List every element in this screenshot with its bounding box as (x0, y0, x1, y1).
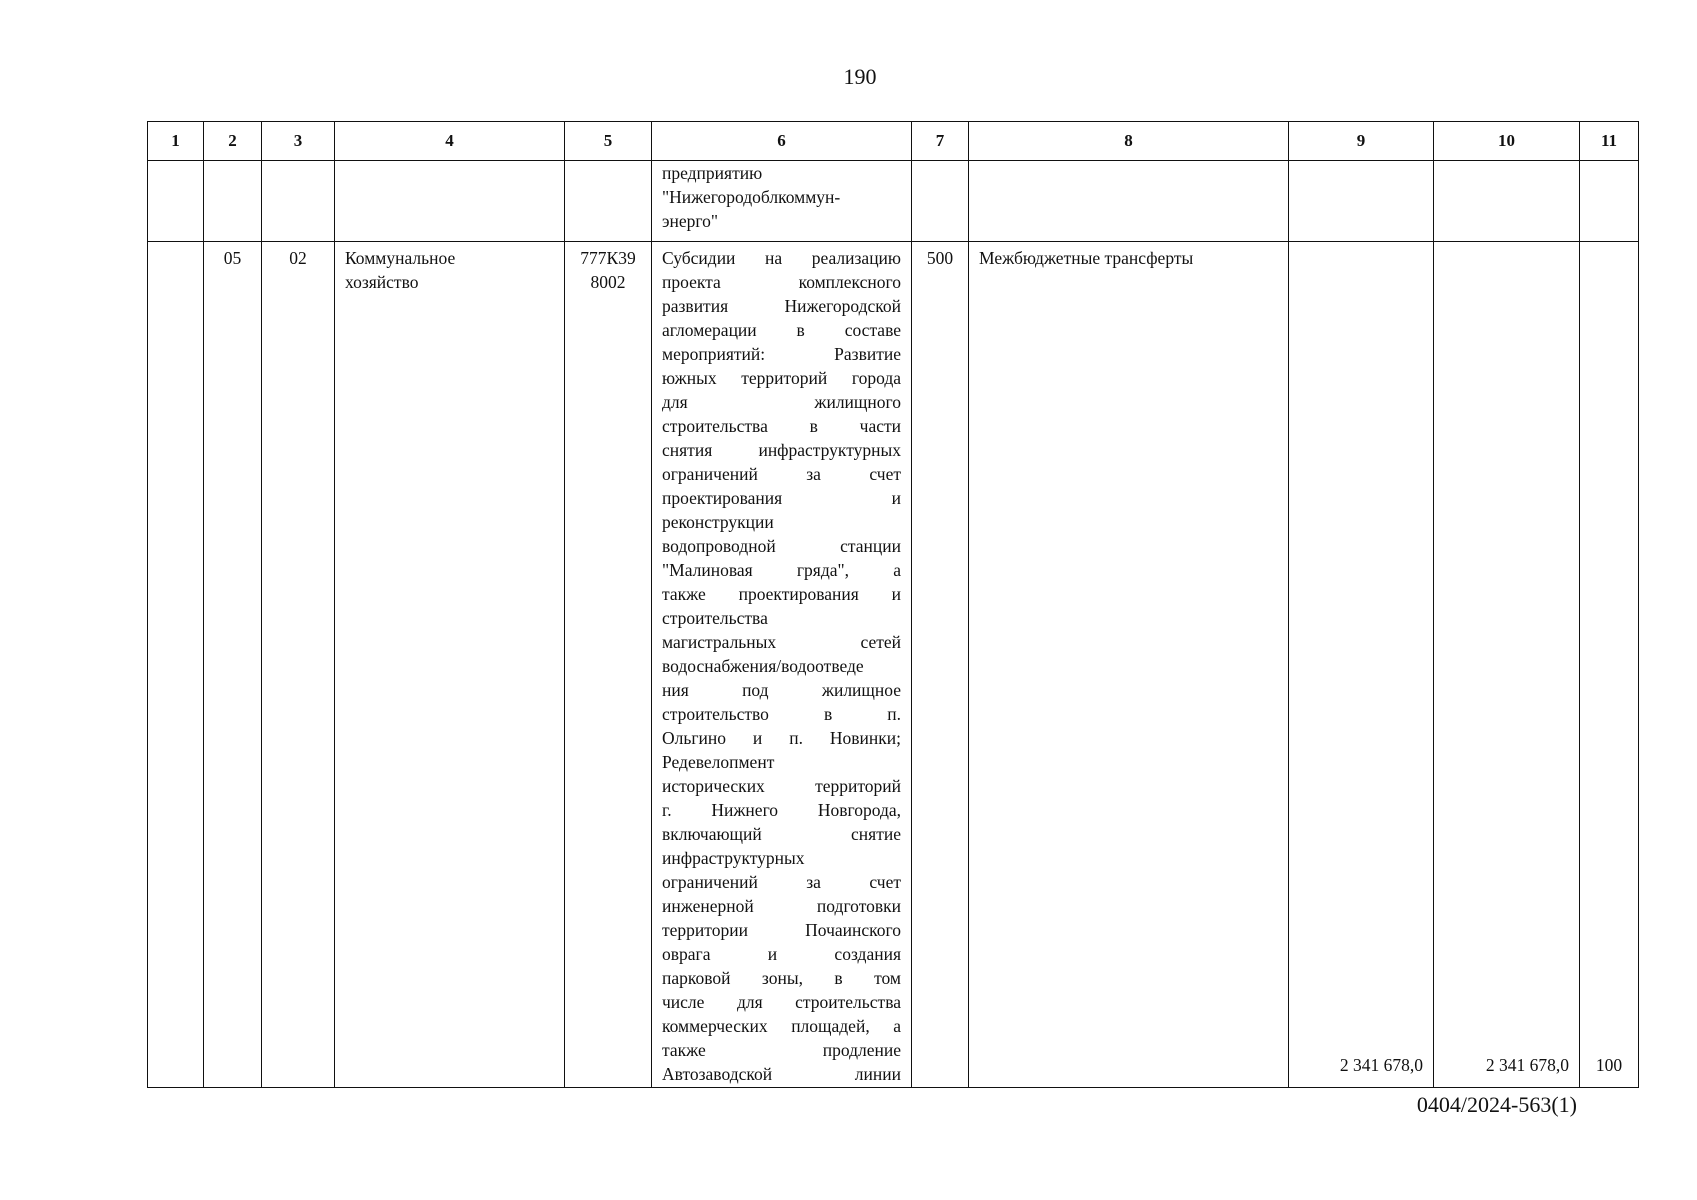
description-line: инженерной подготовки (662, 896, 901, 916)
description-line: ния под жилищное (662, 680, 901, 700)
description-line: также продление (662, 1040, 901, 1060)
header-col-6: 6 (652, 122, 912, 161)
description-line: г. Нижнего Новгорода, (662, 800, 901, 820)
continuation-line: "Нижегородоблкоммун- (662, 187, 841, 207)
subsection-name (335, 242, 565, 1088)
percent-col-11: 100 (1580, 242, 1639, 1088)
description-line: включающий снятие (662, 824, 901, 844)
description-line: строительства в части (662, 416, 901, 436)
header-col-2: 2 (204, 122, 262, 161)
header-col-10: 10 (1434, 122, 1580, 161)
amount-col-10: 2 341 678,0 (1434, 242, 1580, 1088)
description-line: "Малиновая гряда", а (662, 560, 901, 580)
description-line: оврага и создания (662, 944, 901, 964)
description-line: водоснабжения/водоотведе (662, 656, 864, 676)
continuation-line: энерго" (662, 211, 719, 231)
expense-type-name: Межбюджетные трансферты (969, 242, 1289, 1088)
table-row (148, 242, 1639, 1088)
budget-table (147, 121, 1639, 1088)
description-line: строительство в п. (662, 704, 901, 724)
target-article-line: 777К39 (580, 248, 636, 268)
header-col-8: 8 (969, 122, 1289, 161)
description-line: коммерческих площадей, а (662, 1016, 901, 1036)
header-col-9: 9 (1289, 122, 1434, 161)
description-line: мероприятий: Развитие (662, 344, 901, 364)
article-description (652, 242, 912, 1088)
description-line: Редевелопмент (662, 752, 775, 772)
subsection-name-line: Коммунальное (345, 248, 456, 268)
description-line: реконструкции (662, 512, 774, 532)
section-code: 05 (204, 242, 262, 1088)
continuation-row (148, 161, 1639, 242)
description-line: водопроводной станции (662, 536, 901, 556)
target-article-line: 8002 (590, 272, 626, 292)
continuation-line: предприятию (662, 163, 763, 183)
description-line: Ольгино и п. Новинки; (662, 728, 901, 748)
target-article-code (565, 242, 652, 1088)
cell-col-1 (148, 242, 204, 1088)
description-line: для жилищного (662, 392, 901, 412)
description-line: территории Почаинского (662, 920, 901, 940)
description-line: парковой зоны, в том (662, 968, 901, 988)
header-col-3: 3 (262, 122, 335, 161)
subsection-name-line: хозяйство (345, 272, 419, 292)
document-code: 0404/2024-563(1) (1416, 1092, 1577, 1117)
description-line: инфраструктурных (662, 848, 805, 868)
description-line: также проектирования и (662, 584, 901, 604)
expense-type-code: 500 (912, 242, 969, 1088)
description-line: проектирования и (662, 488, 901, 508)
amount-col-9: 2 341 678,0 (1289, 242, 1434, 1088)
header-col-11: 11 (1580, 122, 1639, 161)
header-col-4: 4 (335, 122, 565, 161)
subsection-code: 02 (262, 242, 335, 1088)
description-line: ограничений за счет (662, 464, 901, 484)
description-line: Субсидии на реализацию (662, 248, 901, 268)
description-line: числе для строительства (662, 992, 901, 1012)
description-line: южных территорий города (662, 368, 901, 388)
description-line: агломерации в составе (662, 320, 901, 340)
header-row (148, 122, 1639, 161)
description-line: ограничений за счет (662, 872, 901, 892)
header-col-1: 1 (148, 122, 204, 161)
continuation-description (652, 161, 912, 242)
description-line: магистральных сетей (662, 632, 901, 652)
description-line: Автозаводской линии (662, 1064, 901, 1084)
description-line: исторических территорий (662, 776, 901, 796)
description-line: снятия инфраструктурных (662, 440, 901, 460)
description-line: строительства (662, 608, 768, 628)
header-col-7: 7 (912, 122, 969, 161)
header-col-5: 5 (565, 122, 652, 161)
description-line: проекта комплексного (662, 272, 901, 292)
description-line: развития Нижегородской (662, 296, 901, 316)
page-number: 190 (843, 64, 877, 89)
